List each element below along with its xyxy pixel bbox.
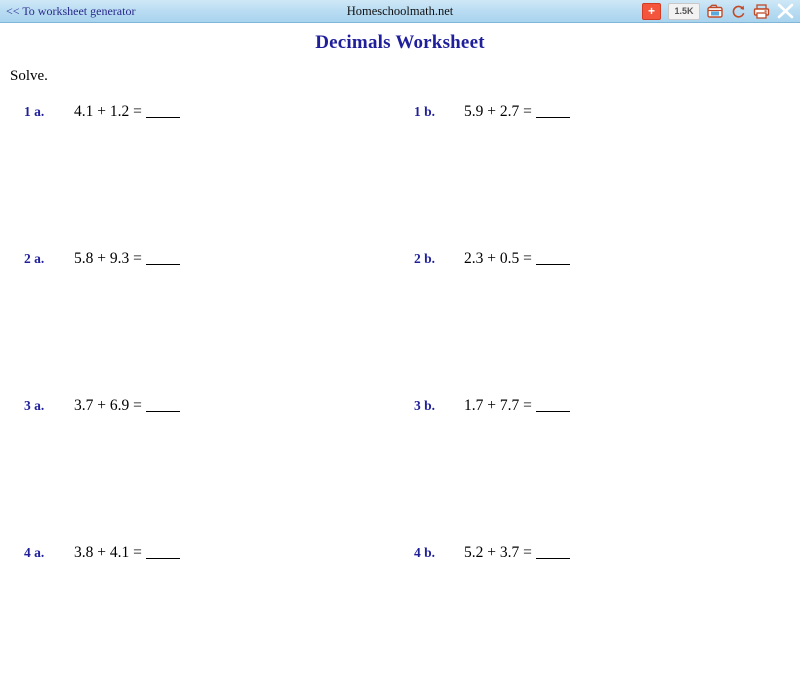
- problem-expression: [452, 250, 570, 268]
- problem-label: 2 a.: [24, 251, 45, 266]
- expression-text: 5.9 + 2.7 =: [464, 103, 532, 120]
- problem-label: 4 a.: [24, 545, 45, 560]
- answer-blank[interactable]: [146, 117, 180, 118]
- problem-label: 3 b.: [414, 398, 436, 413]
- problem-item: [400, 544, 800, 691]
- problem-row: [0, 397, 800, 544]
- problem-label: 1 a.: [24, 104, 45, 119]
- problem-item: [400, 250, 800, 397]
- problem-item: [400, 397, 800, 544]
- problem-expression: [452, 103, 570, 121]
- expression-text: 1.7 + 7.7 =: [464, 397, 532, 414]
- problem-expression: [452, 544, 570, 562]
- answer-blank[interactable]: [536, 264, 570, 265]
- worksheet-page: [0, 32, 800, 691]
- refresh-icon[interactable]: [731, 4, 746, 19]
- answer-blank[interactable]: [146, 558, 180, 559]
- expression-text: 5.2 + 3.7 =: [464, 544, 532, 561]
- problem-expression: [62, 397, 180, 415]
- problem-expression: [62, 544, 180, 562]
- problem-item: [0, 103, 400, 250]
- problem-row: [0, 544, 800, 691]
- site-title: Homeschoolmath.net: [346, 3, 454, 18]
- toolbar-actions: [642, 3, 800, 20]
- expression-text: 3.7 + 6.9 =: [74, 397, 142, 414]
- print-icon[interactable]: [753, 4, 770, 19]
- problem-expression: [62, 250, 180, 268]
- page-title: Decimals Worksheet: [315, 32, 485, 53]
- answer-blank[interactable]: [536, 117, 570, 118]
- back-to-generator-link[interactable]: << To worksheet generator: [6, 3, 136, 18]
- problem-item: [0, 544, 400, 691]
- expression-text: 5.8 + 9.3 =: [74, 250, 142, 267]
- top-toolbar: [0, 0, 800, 23]
- share-plus-button[interactable]: +: [642, 3, 661, 20]
- problem-label: 1 b.: [414, 104, 436, 119]
- problem-grid: [0, 103, 800, 691]
- save-icon[interactable]: [707, 4, 724, 19]
- problem-row: [0, 103, 800, 250]
- answer-blank[interactable]: [146, 411, 180, 412]
- problem-label: 3 a.: [24, 398, 45, 413]
- problem-item: [0, 250, 400, 397]
- expression-text: 4.1 + 1.2 =: [74, 103, 142, 120]
- expression-text: 3.8 + 4.1 =: [74, 544, 142, 561]
- answer-blank[interactable]: [536, 411, 570, 412]
- problem-expression: [452, 397, 570, 415]
- instruction-text: Solve.: [10, 68, 48, 84]
- problem-label: 2 b.: [414, 251, 436, 266]
- problem-label: 4 b.: [414, 545, 436, 560]
- answer-blank[interactable]: [536, 558, 570, 559]
- problem-item: [400, 103, 800, 250]
- share-count-badge: 1.5K: [668, 3, 700, 20]
- close-icon[interactable]: [777, 3, 794, 19]
- answer-blank[interactable]: [146, 264, 180, 265]
- problem-expression: [62, 103, 180, 121]
- problem-row: [0, 250, 800, 397]
- problem-item: [0, 397, 400, 544]
- expression-text: 2.3 + 0.5 =: [464, 250, 532, 267]
